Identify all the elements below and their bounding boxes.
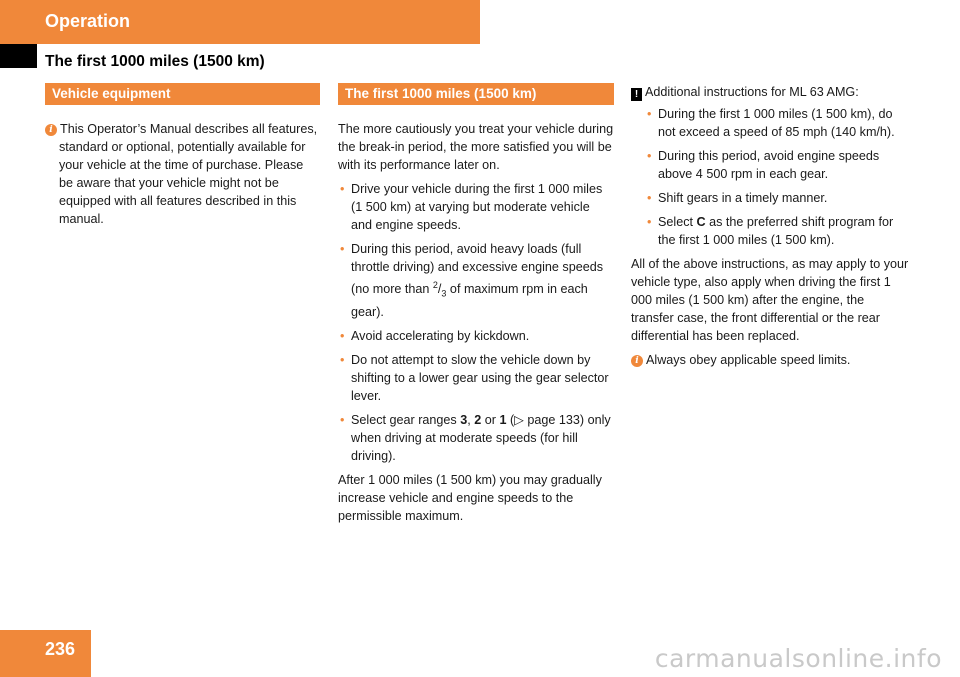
list-item: • During this period, avoid heavy loads (full throttle driving) and excessive engine speeds (no more than $^2/_3$ of maximum rpm in each gear). xyxy=(338,240,614,321)
page-reference-link[interactable]: (▷ page 133) only when driving at moderate speeds (for hill driving). xyxy=(351,412,611,463)
list-item: • Avoid accelerating by kickdown. xyxy=(338,327,614,345)
amg-warning xyxy=(631,83,909,101)
list-item: • Shift gears in a timely manner. xyxy=(645,189,909,207)
equipment-info-text: This Operator’s Manual describes all features, standard or optional, potentially available for your vehicle at the time of purchase. Please be aware that your vehicle might not be equipped with all features described in this manual. xyxy=(59,122,318,226)
list-item: • Do not attempt to slow the vehicle down by shifting to a lower gear using the gear selector lever. xyxy=(338,351,614,405)
section-header-tab xyxy=(0,0,480,44)
list-item: • Drive your vehicle during the first 1 000 miles (1 500 km) at varying but moderate vehicle and engine speeds. xyxy=(338,180,614,234)
speed-limit-note xyxy=(631,351,909,369)
replacement-paragraph: All of the above instructions, as may apply to your vehicle type, also apply when driving the first 1 000 miles (1 500 km) after the engine, the transfer case, the front differential or the rear differential has been replaced. xyxy=(631,257,909,343)
page-number: 236 xyxy=(45,639,76,659)
warning-icon: ! xyxy=(631,88,642,101)
list-item: • Select gear ranges 3, 2 or 1 (▷ page 133) only when driving at moderate speeds (for hill driving). xyxy=(338,411,614,465)
section-title: Operation xyxy=(45,11,131,31)
amg-warning-title: Additional instructions for ML 63 AMG: xyxy=(645,85,859,99)
outro-paragraph: After 1 000 miles (1 500 km) you may gradually increase vehicle and engine speeds to the permissible maximum. xyxy=(338,472,602,523)
amg-instructions-list xyxy=(631,105,909,249)
middle-column xyxy=(338,83,614,531)
info-icon: i xyxy=(45,124,57,136)
list-item: • Select C as the preferred shift program for the first 1 000 miles (1 500 km). xyxy=(645,213,909,249)
first-1000-miles-heading: The first 1000 miles (1500 km) xyxy=(338,83,614,105)
break-in-list xyxy=(338,180,614,465)
list-item: • During the first 1 000 miles (1 500 km), do not exceed a speed of 85 mph (140 km/h). xyxy=(645,105,909,141)
right-column xyxy=(631,83,909,375)
page-title: The first 1000 miles (1500 km) xyxy=(45,53,265,70)
equipment-info-note xyxy=(45,120,320,228)
list-item: • During this period, avoid engine speeds above 4 500 rpm in each gear. xyxy=(645,147,909,183)
intro-paragraph: The more cautiously you treat your vehicle during the break-in period, the more satisfied you will be with its performance later on. xyxy=(338,122,614,172)
left-column xyxy=(45,83,320,234)
watermark: carmanualsonline.info xyxy=(654,644,942,673)
page-number-box xyxy=(0,630,91,677)
black-marker xyxy=(0,44,37,68)
vehicle-equipment-heading: Vehicle equipment xyxy=(45,83,320,105)
info-icon: i xyxy=(631,355,643,367)
speed-limit-text: Always obey applicable speed limits. xyxy=(646,353,851,367)
